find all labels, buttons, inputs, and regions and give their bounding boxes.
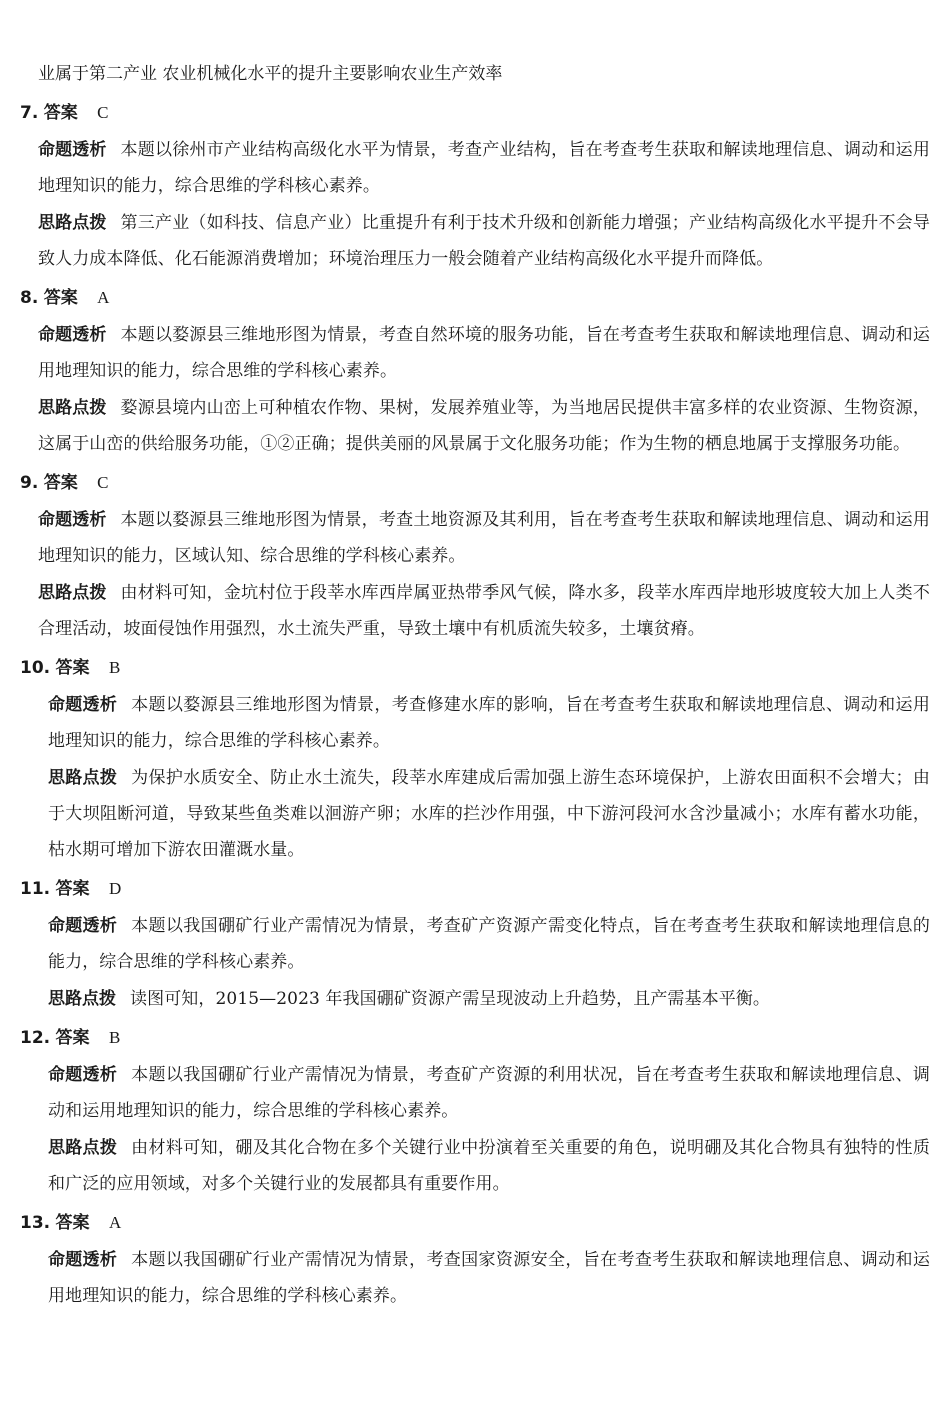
answer-item-12 bbox=[20, 1020, 930, 1202]
analysis-paragraph bbox=[20, 908, 930, 980]
approach-label: 思路点拨 bbox=[48, 1138, 118, 1158]
approach-text: 由材料可知，金坑村位于段莘水库西岸属亚热带季风气候，降水多，段莘水库西岸地形坡度较大加上人类不合理活动，坡面侵蚀作用强烈，水土流失严重，导致土壤中有机质流失较多，土壤贫瘠。 bbox=[38, 583, 931, 639]
approach-text: 婺源县境内山峦上可种植农作物、果树，发展养殖业等，为当地居民提供丰富多样的农业资源、生物资源，这属于山峦的供给服务功能，①②正确；提供美丽的风景属于文化服务功能；作为生物的栖息地属于支撑服务功能。 bbox=[38, 398, 931, 454]
answer-item-13 bbox=[20, 1205, 930, 1314]
approach-paragraph bbox=[20, 760, 930, 868]
answer-value: D bbox=[108, 879, 122, 898]
analysis-label: 命题透析 bbox=[38, 510, 107, 530]
question-number: 9. bbox=[20, 473, 39, 493]
answer-label: 答案 bbox=[43, 473, 78, 493]
approach-paragraph bbox=[20, 205, 930, 277]
approach-paragraph bbox=[20, 575, 930, 647]
answer-line bbox=[20, 95, 930, 131]
approach-label: 思路点拨 bbox=[38, 398, 107, 418]
answer-line bbox=[20, 871, 930, 907]
analysis-paragraph bbox=[20, 1057, 930, 1129]
approach-paragraph bbox=[20, 1130, 930, 1202]
answer-label: 答案 bbox=[55, 1028, 90, 1048]
continued-text-line: 业属于第二产业 农业机械化水平的提升主要影响农业生产效率 bbox=[38, 64, 503, 84]
answer-line bbox=[20, 280, 930, 316]
answer-item-11 bbox=[20, 871, 930, 1017]
answer-line bbox=[20, 1020, 930, 1056]
analysis-paragraph bbox=[20, 132, 930, 204]
answer-line bbox=[20, 465, 930, 501]
answer-item-10 bbox=[20, 650, 930, 868]
approach-paragraph bbox=[20, 390, 930, 462]
analysis-paragraph bbox=[20, 317, 930, 389]
analysis-label: 命题透析 bbox=[48, 1250, 118, 1270]
approach-label: 思路点拨 bbox=[48, 989, 116, 1009]
analysis-text: 本题以我国硼矿行业产需情况为情景，考查矿产资源的利用状况，旨在考查考生获取和解读地理信息、调动和运用地理知识的能力，综合思维的学科核心素养。 bbox=[48, 1065, 930, 1121]
approach-label: 思路点拨 bbox=[48, 768, 118, 788]
answer-label: 答案 bbox=[55, 1213, 90, 1233]
answer-label: 答案 bbox=[43, 103, 78, 123]
analysis-label: 命题透析 bbox=[48, 1065, 118, 1085]
analysis-paragraph bbox=[20, 687, 930, 759]
question-number: 13. bbox=[20, 1213, 51, 1233]
answer-value: A bbox=[97, 288, 110, 307]
approach-label: 思路点拨 bbox=[38, 583, 107, 603]
answer-label: 答案 bbox=[43, 288, 78, 308]
answer-item-8 bbox=[20, 280, 930, 462]
analysis-paragraph bbox=[20, 1242, 930, 1314]
answer-label: 答案 bbox=[55, 879, 90, 899]
answer-value: C bbox=[97, 103, 109, 122]
question-number: 12. bbox=[20, 1028, 51, 1048]
answer-line bbox=[20, 650, 930, 686]
analysis-text: 本题以婺源县三维地形图为情景，考查自然环境的服务功能，旨在考查考生获取和解读地理信息、调动和运用地理知识的能力，综合思维的学科核心素养。 bbox=[38, 325, 931, 381]
question-number: 10. bbox=[20, 658, 51, 678]
analysis-text: 本题以婺源县三维地形图为情景，考查修建水库的影响，旨在考查考生获取和解读地理信息、调动和运用地理知识的能力，综合思维的学科核心素养。 bbox=[48, 695, 930, 751]
analysis-label: 命题透析 bbox=[48, 916, 118, 936]
answer-item-7 bbox=[20, 95, 930, 277]
question-number: 11. bbox=[20, 879, 51, 899]
answer-label: 答案 bbox=[55, 658, 90, 678]
approach-text: 第三产业（如科技、信息产业）比重提升有利于技术升级和创新能力增强；产业结构高级化水平提升不会导致人力成本降低、化石能源消费增加；环境治理压力一般会随着产业结构高级化水平提升而降低。 bbox=[38, 213, 931, 269]
approach-label: 思路点拨 bbox=[38, 213, 107, 233]
question-number: 8. bbox=[20, 288, 39, 308]
analysis-label: 命题透析 bbox=[38, 325, 107, 345]
analysis-label: 命题透析 bbox=[48, 695, 118, 715]
analysis-text: 本题以徐州市产业结构高级化水平为情景，考查产业结构，旨在考查考生获取和解读地理信息、调动和运用地理知识的能力，综合思维的学科核心素养。 bbox=[38, 140, 931, 196]
question-number: 7. bbox=[20, 103, 39, 123]
answer-value: B bbox=[108, 658, 121, 677]
answer-value: B bbox=[108, 1028, 121, 1047]
analysis-text: 本题以婺源县三维地形图为情景，考查土地资源及其利用，旨在考查考生获取和解读地理信息、调动和运用地理知识的能力，区域认知、综合思维的学科核心素养。 bbox=[38, 510, 931, 566]
analysis-paragraph bbox=[20, 502, 930, 574]
approach-text: 读图可知，2015—2023 年我国硼矿资源产需呈现波动上升趋势，且产需基本平衡。 bbox=[130, 989, 771, 1009]
analysis-text: 本题以我国硼矿行业产需情况为情景，考查国家资源安全，旨在考查考生获取和解读地理信息、调动和运用地理知识的能力，综合思维的学科核心素养。 bbox=[48, 1250, 930, 1306]
approach-text: 为保护水质安全、防止水土流失，段莘水库建成后需加强上游生态环境保护，上游农田面积不会增大；由于大坝阻断河道，导致某些鱼类难以洄游产卵；水库的拦沙作用强，中下游河段河水含沙量减小；水库有蓄水功能，枯水期可增加下游农田灌溉水量。 bbox=[48, 768, 930, 860]
answer-line bbox=[20, 1205, 930, 1241]
answer-item-9 bbox=[20, 465, 930, 647]
analysis-text: 本题以我国硼矿行业产需情况为情景，考查矿产资源产需变化特点，旨在考查考生获取和解读地理信息的能力，综合思维的学科核心素养。 bbox=[48, 916, 930, 972]
answer-value: C bbox=[97, 473, 109, 492]
answer-value: A bbox=[108, 1213, 122, 1232]
analysis-label: 命题透析 bbox=[38, 140, 107, 160]
approach-text: 由材料可知，硼及其化合物在多个关键行业中扮演着至关重要的角色，说明硼及其化合物具有独特的性质和广泛的应用领域，对多个关键行业的发展都具有重要作用。 bbox=[48, 1138, 930, 1194]
approach-paragraph bbox=[20, 981, 930, 1017]
